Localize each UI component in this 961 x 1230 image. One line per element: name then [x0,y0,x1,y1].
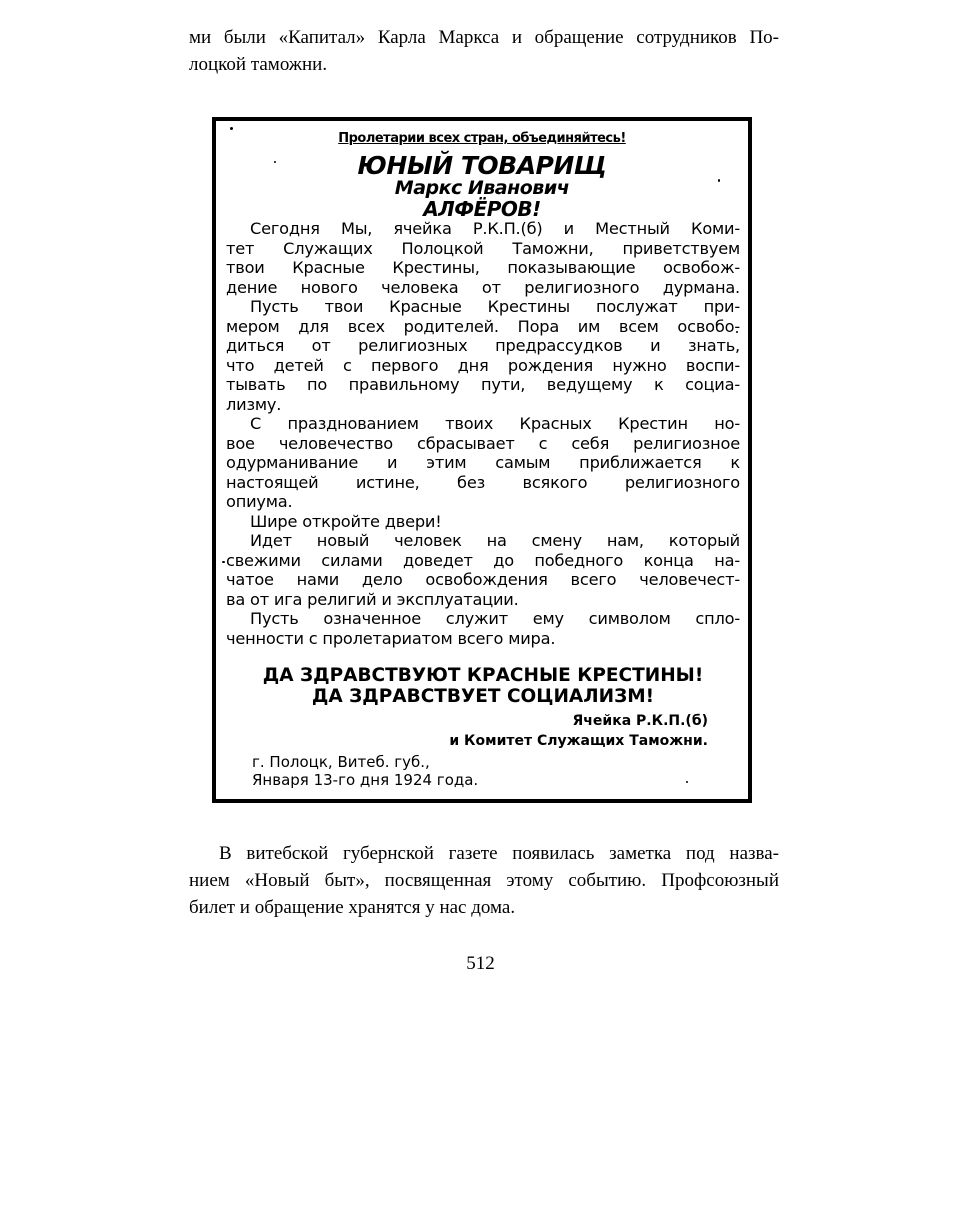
document-line: что детей с первого дня рождения нужно воспи- [226,355,740,375]
signature-line: и Комитет Служащих Таможни. [449,733,708,749]
document-line: С празднованием твоих Красных Крестин но- [250,414,740,433]
page-number: 512 [466,953,495,974]
text-line: В витебской губернской газете появилась заметка под назва- [219,843,779,864]
document-addressee-surname: АЛФЁРОВ! [423,197,541,221]
document-line: опиума. [226,492,293,511]
document-slogan: Пролетарии всех стран, объединяйтесь! [338,131,626,146]
document-cheers [226,665,740,707]
document-line: тывать по правильному пути, ведущему к социа- [226,375,740,394]
document-line: дение нового человека от религиозного дурмана. [226,277,740,297]
document-line: настоящей истине, без всякого религиозного [226,472,740,492]
document-title: ЮНЫЙ ТОВАРИЩ [357,151,607,180]
document-line: ва от ига религий и эксплуатации. [226,589,519,609]
place-line: г. Полоцк, Витеб. губ., [252,753,430,771]
scan-speck [686,781,688,783]
document-line: мером для всех родителей. Пора им всем освобо- [226,316,740,336]
text-line: билет и обращение хранятся у нас дома. [189,897,516,918]
document-line: Сегодня Мы, ячейка Р.К.П.(б) и Местный Коми- [250,219,740,238]
document-signature [449,711,708,751]
text-line: лоцкой таможни. [189,54,328,75]
cheer-line: ДА ЗДРАВСТВУЮТ КРАСНЫЕ КРЕСТИНЫ! [262,665,704,686]
document-addressee-name: Маркс Иванович [394,177,570,199]
scanned-document [212,117,752,803]
document-line: свежими силами доведет до победного конца на- [226,550,740,570]
scan-speck [230,127,233,130]
document-line: лизму. [226,394,282,414]
document-body [226,219,740,648]
signature-line: Ячейка Р.К.П.(б) [572,713,708,729]
document-line: Шире откройте двери! [250,511,442,531]
document-line: Пусть означенное служит ему символом спло- [250,609,740,628]
document-line: ченности с пролетариатом всего мира. [226,628,556,648]
document-place-date [252,753,478,789]
scan-speck [222,561,225,563]
document-line: Идет новый человек на смену нам, который [250,531,740,550]
text-line: ми были «Капитал» Карла Маркса и обращение сотрудников По- [189,27,779,48]
document-line: одурманивание и этим самым приближается к [226,453,740,472]
document-line: твои Красные Крестины, показывающие освобож- [226,258,740,277]
intro-paragraph [189,24,779,78]
document-line: вое человечество сбрасывает с себя религиозное [226,433,740,453]
cheer-line: ДА ЗДРАВСТВУЕТ СОЦИАЛИЗМ! [311,686,655,707]
date-line: Января 13-го дня 1924 года. [252,771,479,789]
document-line: диться от религиозных предрассудков и знать, [226,336,740,355]
outro-paragraph [189,840,779,921]
document-line: тет Служащих Полоцкой Таможни, приветствуем [226,238,740,258]
document-line: чатое нами дело освобождения всего человечест- [226,570,740,589]
document-line: Пусть твои Красные Крестины послужат при- [250,297,740,316]
text-line: нием «Новый быт», посвященная этому событию. Профсоюзный [189,870,779,891]
